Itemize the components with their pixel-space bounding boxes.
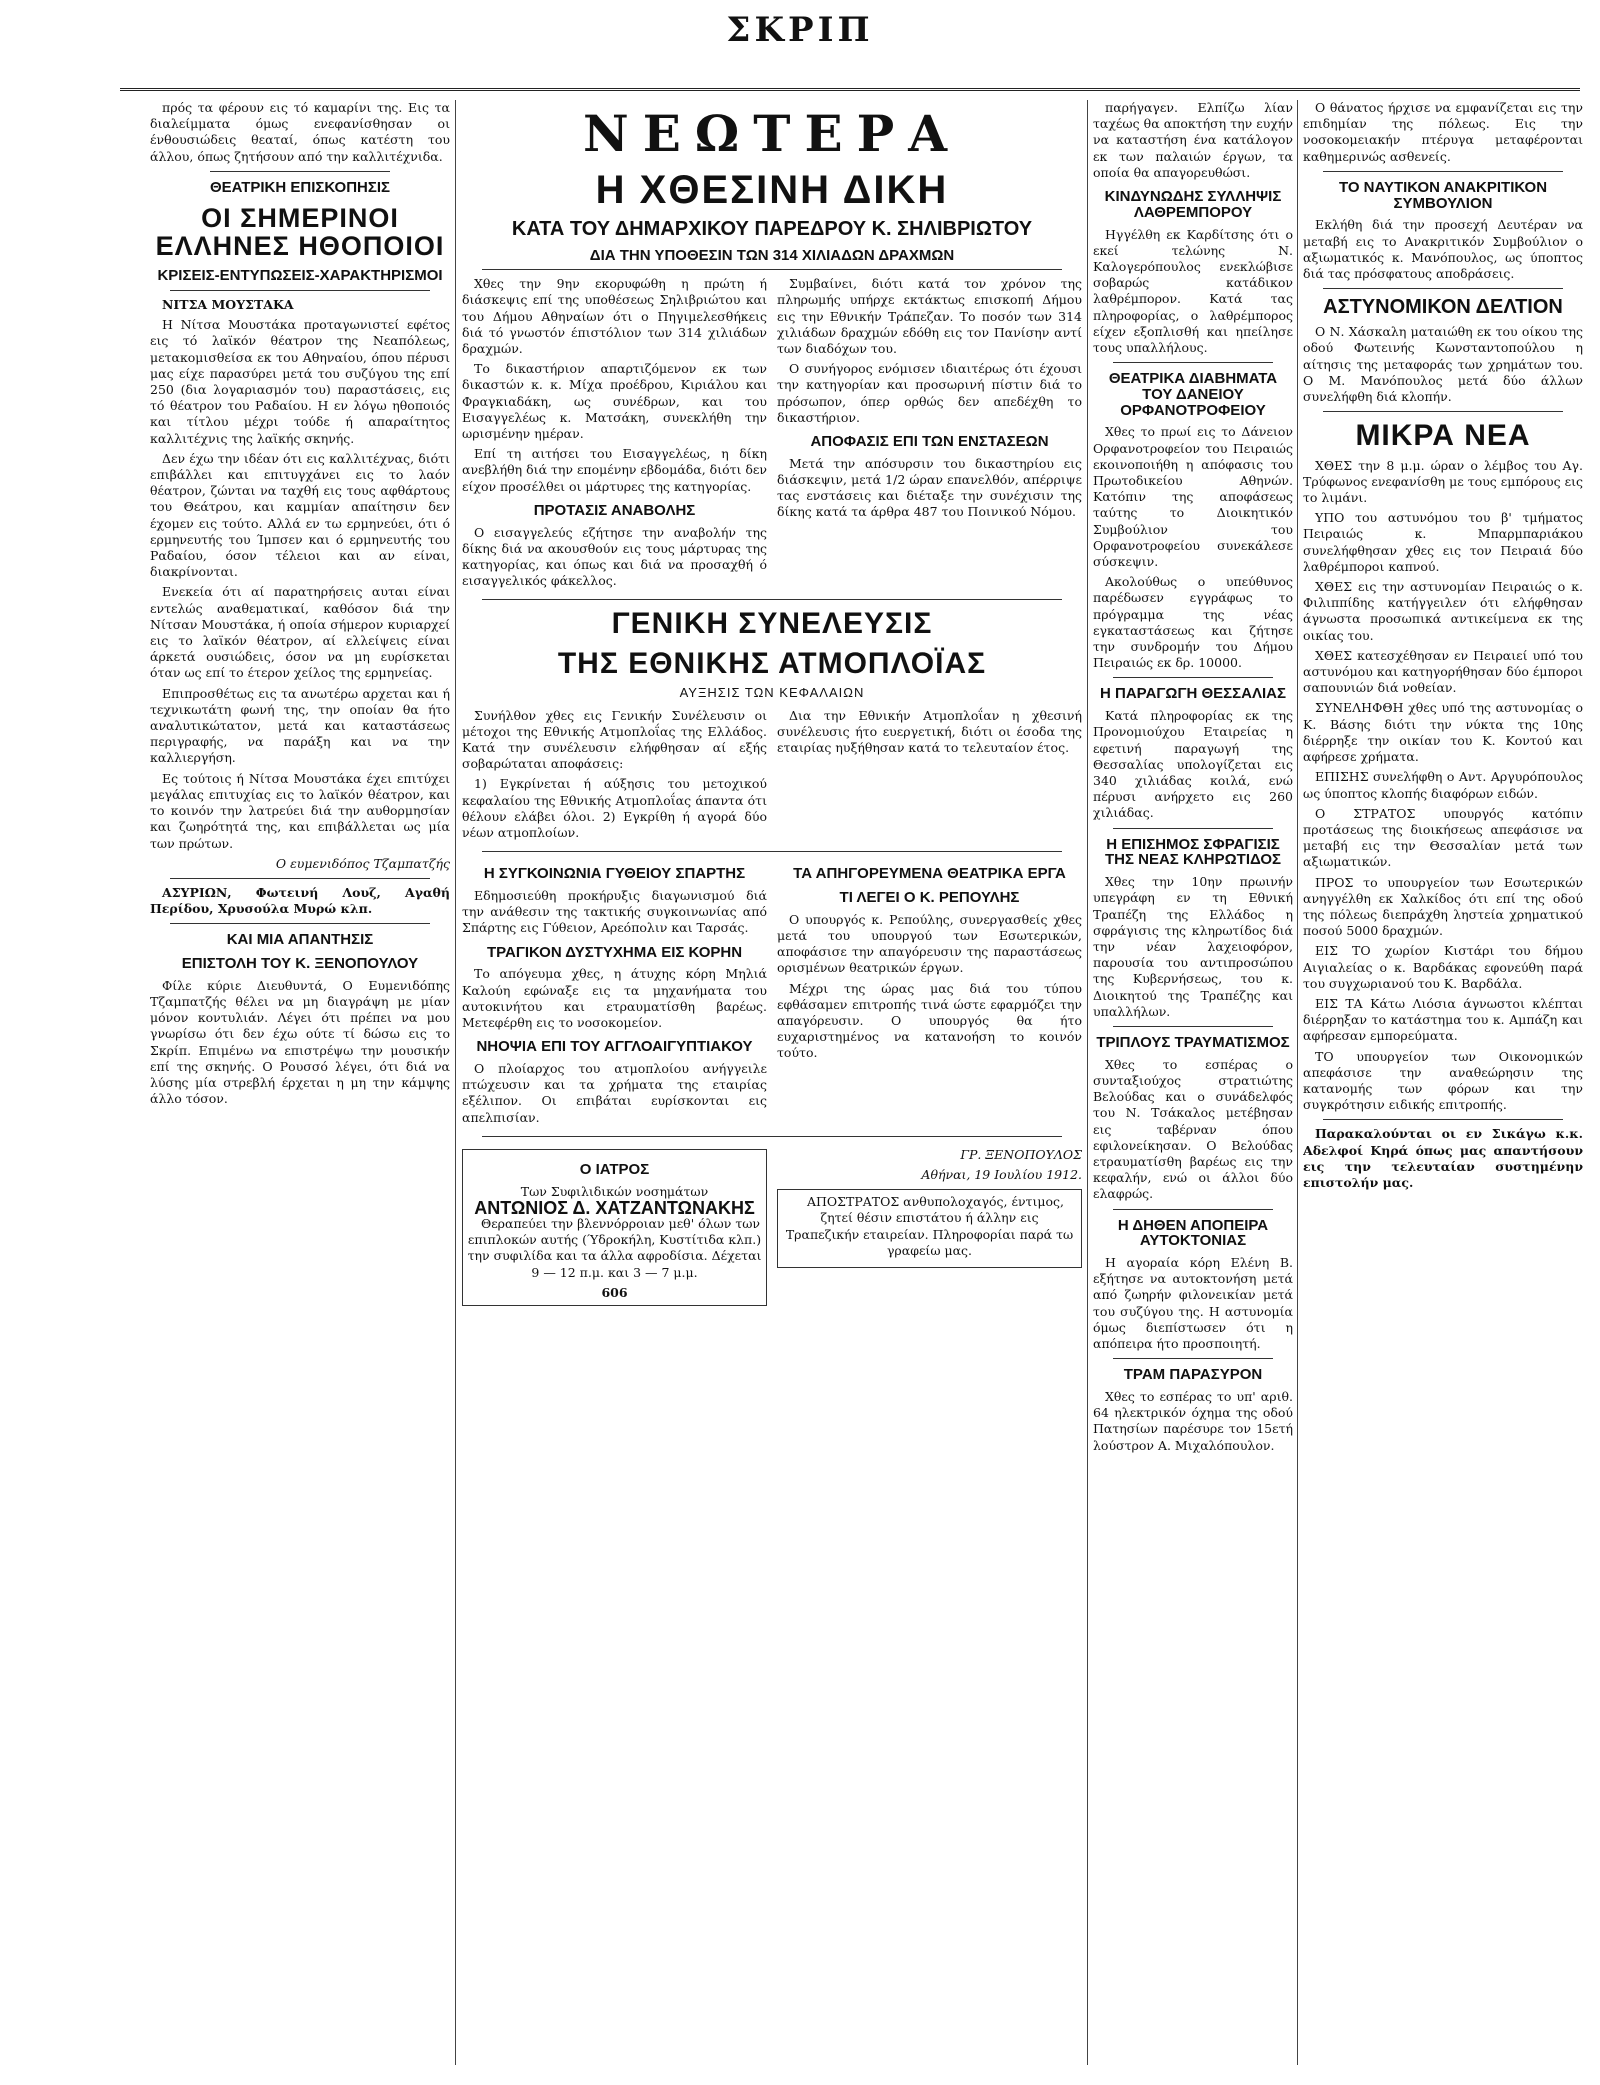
section-heading: ΤΡΙΠΛΟΥΣ ΤΡΑΥΜΑΤΙΣΜΟΣ xyxy=(1096,1033,1290,1051)
article-paragraph: Ο πλοίαρχος του ατμοπλοίου ανήγγειλε πτώχευσιν και τα χρήματα της εταιρίας εξέλιπον. Οι επιβάται ευρίσκονται εις απελπισίαν. xyxy=(462,1060,767,1125)
section-heading: ΤΟ ΝΑΥΤΙΚΟΝ ΑΝΑΚΡΙΤΙΚΟΝ ΣΥΜΒΟΥΛΙΟΝ xyxy=(1338,178,1548,212)
section-heading: Η ΕΠΙΣΗΜΟΣ ΣΦΡΑΓΙΣΙΣ ΤΗΣ ΝΕΑΣ ΚΛΗΡΩΤΙΔΟΣ xyxy=(1104,835,1282,869)
news-item: ΕΙΣ ΤΟ χωρίον Κιστάρι του δήμου Αιγιαλείας ο κ. Βαρδάκας εφονεύθη παρά του συγχωριανού του Κ. Βαρδάλα. xyxy=(1303,943,1583,991)
headline: ΟΙ ΣΗΜΕΡΙΝΟΙ ΕΛΛΗΝΕΣ ΗΘΟΠΟΙΟΙ xyxy=(155,202,445,261)
divider xyxy=(1113,828,1273,829)
masthead xyxy=(0,0,1600,92)
article-paragraph: Επιπροσθέτως εις τα ανωτέρω αρχεται και ή τεχνικωτάτη φωνή της, την οποίαν θα ήτο αναλυτικώτατον, μετά και καταστάσεως περιγραφής, να παράξη και να την καλλιεργήση. xyxy=(150,685,450,766)
section-heading: ΑΣΤΥΝΟΜΙΚΟΝ ΔΕΛΤΙΟΝ xyxy=(1323,296,1563,319)
article-paragraph: Χθες την 10ην πρωινήν υπεγράφη εν τη Εθνική Τραπέζη της Ελλάδος η σφράγισις της κληρωτίδος διά την νέαν λαχειοφόρον, παρουσία του αντιπροσώπου της Κυβερνήσεως, του κ. Διοικητού της Τραπέζης και υπαλλήλων. xyxy=(1093,874,1293,1019)
classified-ad xyxy=(777,1189,1082,1268)
news-item: ΤΟ υπουργείον των Οικονομικών απεφάσισε την αναθεώρησιν της κατανομής των φόρων και την συγκρότησιν ειδικής επιτροπής. xyxy=(1303,1048,1583,1113)
date-line: Αθήναι, 19 Ιουλίου 1912. xyxy=(921,1166,1082,1182)
closing-notice: Παρακαλούνται οι εν Σικάγω κ.κ. Αδελφοί Κηρά όπως μας απαντήσουν εις την τελευταίαν συστημένην επιστολήν μας. xyxy=(1303,1126,1583,1190)
article-paragraph: Μετά την απόσυρσιν του δικαστηρίου εις διάσκεψιν, μετά 1/2 ώραν επανελθόν, απέρριψε τας ενστάσεις και διέταξε την συνέχισιν της δίκης κατά τα άρθρα 487 του Ποινικού Νόμου. xyxy=(777,455,1082,520)
two-column-block xyxy=(462,708,1082,846)
section-heading: ΑΠΟΦΑΣΙΣ ΕΠΙ ΤΩΝ ΕΝΣΤΑΣΕΩΝ xyxy=(810,433,1049,451)
banner: ΝΕΩΤΕΡΑ xyxy=(582,104,962,163)
byline: ΝΙΤΣΑ ΜΟΥΣΤΑΚΑ xyxy=(162,297,294,312)
reply-subheading: ΕΠΙΣΤΟΛΗ ΤΟΥ Κ. ΞΕΝΟΠΟΥΛΟΥ xyxy=(181,955,419,973)
headline: Η ΧΘΕΣΙΝΗ ΔΙΚΗ xyxy=(595,167,949,212)
news-item: ΥΠΟ του αστυνόμου του β' τμήματος Πειραιώς κ. Μπαρμπαριάκου συνελήφθησαν χθες εις τον Πειραιά δύο λαθρέμποροι καπνού. xyxy=(1303,510,1583,574)
article-paragraph: Δεν έχω την ιδέαν ότι εις καλλιτέχνας, διότι επιβάλλει και επιτυγχάνει εις το λαόν θέατρον, ζώνται να ταχθή εις τους αφθάρτους του Θεάτρου, και καμμίαν απαίτησιν δεν έχομεν εις τούτο. Αλλά εν τω ερμηνεύει, ότι ό ερμηνευτής του Ίμπσεν και ό ερμηνευτής του Ραδαίου, όσον τέλειοι και αν είναι, διακρίνονται. xyxy=(150,450,450,580)
column-divider xyxy=(455,100,456,2065)
article-paragraph: Το δικαστήριον απαρτιζόμενον εκ των δικαστών κ. κ. Μίχα προέδρου, Κιριάλου και Φραγκιαδάκη, ως συνέδρων, και του Εισαγγελέως κ. Ματσάκη, συνεκλήθη την ωρισμένην ημέραν. xyxy=(462,361,767,442)
subheadline: ΑΥΞΗΣΙΣ ΤΩΝ ΚΕΦΑΛΑΙΩΝ xyxy=(679,685,865,701)
signature: ΓΡ. ΞΕΝΟΠΟΥΛΟΣ xyxy=(960,1146,1082,1162)
column-2 xyxy=(462,100,1082,2065)
news-item: ΧΘΕΣ κατεσχέθησαν εν Πειραιεί υπό του αστυνόμου και κατηγορήθησαν δύο έμποροι σαπουνιών διά νοθείαν. xyxy=(1303,647,1583,696)
article-paragraph: Χθες την 9ην εκορυφώθη η πρώτη ή διάσκεψις επί της υποθέσεως Σηλιβριώτου και του Δήμου Αθηναίων ότι ο Πηγιμελεσθήκεις διά τό γνωστόν έπιστόλιον των 314 χιλιάδων δραχμών. xyxy=(462,276,767,357)
news-item: ΣΥΝΕΛΗΦΘΗ χθες υπό της αστυνομίας ο Κ. Βάσης διότι την νύκτα της 10ης διέρρηξε την οικίαν του Κ. Κοντού και αφήρεσε χρήματα. xyxy=(1303,700,1583,765)
divider xyxy=(1323,411,1563,412)
ad-badge: 606 xyxy=(601,1284,628,1300)
article-paragraph: Μέχρι της ώρας μας διά του τύπου εφθάσαμεν επιτροπής τινά ώστε εφαρμόζει την απαγόρευσιν. Ο υπουργός θα ήτο ευχαριστημένος να κατανοήση το κοινόν τούτο. xyxy=(777,980,1082,1061)
headline: ΓΕΝΙΚΗ ΣΥΝΕΛΕΥΣΙΣ xyxy=(611,607,933,641)
article-paragraph: Χθες το πρωί εις το Δάνειον Ορφανοτροφείον του Πειραιώς εκοινοποιήθη η απόφασις του Πρωτοδικείου Αθηνών. Κατόπιν της αποφάσεως ταύτης το Διοικητικόν Συμβούλιον του Ορφανοτροφείου συνεκάλεσε σύσκεψιν. xyxy=(1093,424,1293,570)
divider xyxy=(170,290,430,291)
article-paragraph: Χθες το εσπέρας ο συνταξιούχος στρατιώτης Βελούδας και ο συνάδελφός του Ν. Τσάκαλος μετέβησαν εις ταβέρναν όπου εφιλονείκησαν. Ο Βελούδας ετραυματίσθη βαρέως εις την κεφαλήν, ενώ οι άλλοι δύο ελαφρώς. xyxy=(1093,1056,1293,1202)
ad-text: Θεραπεύει την βλεννόρροιαν μεθ' όλων των επιπλοκών αυτής (Ύδροκήλη, Κυστίτιδα κλπ.) την συφιλίδα και τα άλλα αφροδίσια. Δέχεται 9 — 12 π.μ. και 3 — 7 μ.μ. xyxy=(467,1215,762,1280)
divider xyxy=(1323,288,1563,289)
divider xyxy=(482,851,1062,852)
ad-text: ΑΠΟΣΤΡΑΤΟΣ ανθυπολοχαγός, έντιμος, ζητεί θέσιν επιστάτου ή άλλην εις Τραπεζικήν εταιρείαν. Πληροφορίαι παρά τω γραφείω μας. xyxy=(785,1194,1074,1258)
two-column-block xyxy=(462,858,1082,1129)
article-paragraph: Ακολούθως ο υπεύθυνος παρέδωσεν εγγράφως το πρόγραμμα της νέας εγκαταστάσεως και ζήτησε την συνδρομήν του Δήμου Πειραιώς εκ δρ. 10000. xyxy=(1093,574,1293,671)
section-heading: ΝΗΟΨΙΑ ΕΠΙ ΤΟΥ ΑΓΓΛΟΑΙΓΥΠΤΙΑΚΟΥ xyxy=(476,1038,753,1056)
article-paragraph: Ο συνήγορος ενόμισεν ιδιαιτέρως ότι έχουσι την κατηγορίαν και προσωρινή πίστιν διά το πρόσωπον, όπερ ορθώς δεν απεδέχθη το δικαστήριον. xyxy=(777,361,1082,425)
section-heading: ΜΙΚΡΑ ΝΕΑ xyxy=(1355,419,1531,453)
divider xyxy=(1323,171,1563,172)
article-paragraph: Ες τούτοις ή Νίτσα Μουστάκα έχει επιτύχει μεγάλας επιτυχίας εις το λαϊκόν θέατρον, και το κοινόν την λατρεύει διά την αυθορμησίαν και ζωηρότητά της, και επιβάλλεται ως μία των πρώτων. xyxy=(150,770,450,851)
section-heading: Η ΠΑΡΑΓΩΓΗ ΘΕΣΣΑΛΙΑΣ xyxy=(1100,685,1286,703)
article-paragraph: Ο υπουργός κ. Ρεπούλης, συνεργασθείς χθες μετά του υπουργού των Εσωτερικών, αποφάσισε την απαγόρευσιν της παραστάσεως ορισμένων θεατρικών έργων. xyxy=(777,911,1082,976)
article-paragraph: Ο θάνατος ήρχισε να εμφανίζεται εις την επιδημίαν της πόλεως. Εις την νοσοκομειακήν πτέρυγα μεταφέρονται καθημερινώς ασθενείς. xyxy=(1303,100,1583,164)
masthead-rule xyxy=(120,88,1580,91)
divider xyxy=(1113,677,1273,678)
ad-title: Ο ΙΑΤΡΟΣ xyxy=(579,1160,650,1178)
article-paragraph: Η αγοραία κόρη Ελένη Β. εξήτησε να αυτοκτονήση μετά από ζωηρήν φιλονεικίαν μετά του συζύγου της. Η αστυνομία όμως διεπίστωσεν ότι η απόπειρα ήτο προσποιητή. xyxy=(1093,1255,1293,1352)
divider xyxy=(1113,1358,1273,1359)
ad-subtitle: Των Συφιλιδικών νοσημάτων xyxy=(520,1183,709,1199)
article-paragraph: Κατά πληροφορίας εκ της Προνομιούχου Εταιρείας η εφετινή παραγωγή της Θεσσαλίας υπολογίζεται εις 340 χιλιάδας κοιλά, ενώ πέρυσι ανήρχετο εις 260 χιλιάδας. xyxy=(1093,708,1293,821)
news-item: ΧΘΕΣ την 8 μ.μ. ώραν ο λέμβος του Αγ. Τρύφωνος ενεφανίσθη με τους εμπόρους εις το λιμάνι. xyxy=(1303,457,1583,506)
section-heading: ΘΕΑΤΡΙΚΗ ΕΠΙΣΚΟΠΗΣΙΣ xyxy=(209,178,391,196)
article-paragraph: Εδημοσιεύθη προκήρυξις διαγωνισμού διά την ανάθεσιν της τακτικής συγκοινωνίας από Σπάρτης εις Γύθειον, Αρεόπολιν και Ταρσάς. xyxy=(462,888,767,936)
news-item: ΧΘΕΣ εις την αστυνομίαν Πειραιώς ο κ. Φιλιππίδης κατήγγειλεν ότι ελήφθησαν άγνωστα προσωπικά αντικείμενα εκ της οικίας του. xyxy=(1303,579,1583,643)
column-3 xyxy=(1093,100,1293,2065)
news-item: ΠΡΟΣ το υπουργείον των Εσωτερικών ανηγγέλθη εκ Χαλκίδος ότι επί της οδού της πόλεως διεπράχθη ληστεία χρηματικού ποσού 5000 δραχμών. xyxy=(1303,874,1583,939)
article-paragraph: Επί τη αιτήσει του Εισαγγελέως, η δίκη ανεβλήθη διά την επομένην εβδομάδα, διότι δεν είχον προσέλθει οι μάρτυρες της κατηγορίας. xyxy=(462,446,768,494)
article-paragraph: Ενεκεία ότι αί παρατηρήσεις αυται είναι εντελώς αναθεματικαί, καθόσον διά την Νίτσαν Μουστάκα, ή οποία σήμερον κυριαρχεί εις το λαϊκόν θέατρον, αί ελλείψεις είναι άρκετά ουσιώδεις, όσον να μη ευρίσκεται όταν ως επί το έτερον χείλος της ερμηνείας. xyxy=(150,584,450,681)
column-4 xyxy=(1303,100,1583,2065)
article-paragraph: Εκλήθη διά την προσεχή Δευτέραν να μεταβή εις το Ανακριτικόν Συμβούλιον ο αξιωματικός κ. Μανόπουλος, ως ύποπτος διά τας πρόσφατους αποδράσεις. xyxy=(1303,217,1583,281)
divider xyxy=(170,923,430,924)
subheadline: ΚΑΤΑ ΤΟΥ ΔΗΜΑΡΧΙΚΟΥ ΠΑΡΕΔΡΟΥ Κ. ΣΗΛΙΒΡΙΩΤΟΥ xyxy=(511,217,1033,240)
two-column-block xyxy=(462,1143,1082,1312)
ad-name: ΑΝΤΩΝΙΟΣ Δ. ΧΑΤΖΑΝΤΩΝΑΚΗΣ xyxy=(474,1197,755,1218)
newspaper-title: ΣΚΡΙΠ xyxy=(726,10,874,50)
section-heading: ΚΙΝΔΥΝΩΔΗΣ ΣΥΛΛΗΨΙΣ ΛΑΘΡΕΜΠΟΡΟΥ xyxy=(1104,188,1282,221)
article-paragraph: παρήγαγεν. Ελπίζω λίαν ταχέως θα αποκτήση την ευχήν να καταστήση ένα κατάλογον εκ των παλαιών έργων, τα οποία θα απαγορευθώσι. xyxy=(1093,100,1293,180)
section-heading: ΤΡΑΜ ΠΑΡΑΣΥΡΟΝ xyxy=(1123,1366,1263,1384)
divider xyxy=(482,269,1062,270)
article-paragraph: Ο εισαγγελεύς εζήτησε την αναβολήν της δίκης διά να ακουσθούν εις τους μάρτυρας της κατηγορίας, και όπως και διά να προσαχθή ό εισαγγελικός φάκελλος. xyxy=(462,524,767,589)
article-paragraph: Δια την Εθνικήν Ατμοπλοΐαν η χθεσινή συνέλευσις ήτο ευεργετική, διότι οι έσοδα της εταιρίας ηυξήθησαν κατά το τελευταίον έτος. xyxy=(777,707,1082,756)
reply-text: Φίλε κύριε Διευθυντά, Ο Ευμενιδόπης Τζαμπατζής θέλει να μη διαγράψη με μίαν μόνον κοντυλιάν. Λέγει ότι πρέπει να μου γνωρίσω ότι δεν έχω ούτε τί δώσω εις το Σκρίπ. Επιμένω να επιστρέψω την μουσικήν επί της σκηνής. Ο Ρουσσό λέγει, ότι διά να λύσης μία στρεβλή έρχεται η μη την κάμψης άλλο τόσον. xyxy=(150,977,450,1107)
signature: Ο ευμενιδόπος Τζαμπατζής xyxy=(275,855,450,871)
news-item: Ο ΣΤΡΑΤΟΣ υπουργός κατόπιν προτάσεως της διοικήσεως απεφάσισε να μεταβή εις την Θεσσαλίαν μετά των αξιωματικών. xyxy=(1303,805,1583,870)
divider xyxy=(1113,1026,1273,1027)
article-paragraph: Ηγγέλθη εκ Καρδίτσης ότι ο εκεί τελώνης Ν. Καλογερόπουλος ενεκλώβισε σοβαρώς κατάδικον λαθρέμπορον. Κατά τας πληροφορίας, ο λαθρέμπορος είχεν εξοπλισθή και ηπείλησε τους υπαλλήλους. xyxy=(1093,226,1293,355)
lead-text: πρός τα φέρουν εις τό καμαρίνι της. Εις τα διαλείμματα όμως ενεφανίσθησαν οι ένθουσιώδεις θεαταί, όπως κατέστη του άλλου, όπως ζητήσουν από την καλλιτέχνιδα. xyxy=(150,100,450,164)
subheadline: ΚΡΙΣΕΙΣ-ΕΝΤΥΠΩΣΕΙΣ-ΧΑΡΑΚΤΗΡΙΣΜΟΙ xyxy=(157,267,443,285)
article-paragraph: Το απόγευμα χθες, η άτυχης κόρη Μηλιά Καλούη εφώναξε εις τα μηχανήματα του αυτοκινήτου και ετραυματίσθη βαρέως. Μετεφέρθη εις το νοσοκομείον. xyxy=(462,966,767,1030)
subheadline: ΔΙΑ ΤΗΝ ΥΠΟΘΕΣΙΝ ΤΩΝ 314 ΧΙΛΙΑΔΩΝ ΔΡΑΧΜΩΝ xyxy=(589,246,955,264)
divider xyxy=(210,171,390,172)
section-heading: Η ΣΥΓΚΟΙΝΩΝΙΑ ΓΥΘΕΙΟΥ ΣΠΑΡΤΗΣ xyxy=(483,865,746,883)
headline: ΤΗΣ ΕΘΝΙΚΗΣ ΑΤΜΟΠΛΟΪΑΣ xyxy=(557,646,987,680)
divider xyxy=(482,1136,1062,1137)
section-heading: Η ΔΗΘΕΝ ΑΠΟΠΕΙΡΑ ΑΥΤΟΚΤΟΝΙΑΣ xyxy=(1117,1216,1269,1250)
divider xyxy=(1113,1209,1273,1210)
column-divider xyxy=(1297,100,1298,2065)
article-paragraph: Χθες το εσπέρας το υπ' αριθ. 64 ηλεκτρικόν όχημα της οδού Πατησίων παρέσυρε τον 15ετή λούστρον Α. Μιχαλόπουλον. xyxy=(1093,1388,1293,1453)
footer-line: ΑΣΥΡΙΩΝ, Φωτεινή Λουζ, Αγαθή Περίδου, Χρυσούλα Μυρώ κλπ. xyxy=(150,884,450,917)
article-paragraph: Η Νίτσα Μουστάκα προταγωνιστεί εφέτος εις τό λαϊκόν θέατρον της Νεαπόλεως, μετακομισθείσα εκ του Αθηναίου, όπου πέρυσι μας είχε παρασύρει μετά του συζύγου της επί 250 (δια λογαριασμόν του) παραστάσεις, εις τό θέατρον του Ραδαίου. Η εν λόγω ηθοποιός και τίτλου μέχρι τούδε ή απαραίτητος καλλιτέχνις της λαϊκής σκηνής. xyxy=(150,317,450,446)
divider xyxy=(1113,362,1273,363)
section-heading: ΠΡΟΤΑΣΙΣ ΑΝΑΒΟΛΗΣ xyxy=(533,501,696,519)
article-paragraph: 1) Εγκρίνεται ή αύξησις του μετοχικού κεφαλαίου της Εθνικής Ατμοπλοΐας άπαντα ότι θέλουν ελάβει όλοι. 2) Εγκρίθη ή αγορά δύο νέων ατμοπλοίων. xyxy=(462,776,767,841)
divider xyxy=(170,878,430,879)
column-1 xyxy=(150,100,450,2065)
article-paragraph: Συνήλθον χθες εις Γενικήν Συνέλευσιν οι μέτοχοι της Εθνικής Ατμοπλοΐας της Ελλάδος. Κατά την συνέλευσιν ελήφθησαν αί εξής σοβαρώταται αποφάσεις: xyxy=(462,707,767,772)
column-divider xyxy=(1087,100,1088,2065)
news-item: ΕΠΙΣΗΣ συνελήφθη ο Αντ. Αργυρόπουλος ως ύποπτος κλοπής διαφόρων ειδών. xyxy=(1303,769,1583,801)
section-heading: ΤΡΑΓΙΚΟΝ ΔΥΣΤΥΧΗΜΑ ΕΙΣ ΚΟΡΗΝ xyxy=(486,943,743,961)
section-heading: ΤΑ ΑΠΗΓΟΡΕΥΜΕΝΑ ΘΕΑΤΡΙΚΑ ΕΡΓΑ xyxy=(793,865,1066,883)
subheadline: ΤΙ ΛΕΓΕΙ Ο Κ. ΡΕΠΟΥΛΗΣ xyxy=(839,889,1020,907)
two-column-block xyxy=(462,276,1082,593)
news-item: ΕΙΣ ΤΑ Κάτω Λιόσια άγνωστοι κλέπται διέρρηξαν το κατάστημα του κ. Αμπάζη και αφήρεσαν εμπορεύματα. xyxy=(1303,995,1583,1044)
article-paragraph: Συμβαίνει, διότι κατά τον χρόνον της πληρωμής υπήρχε εκτάκτως επισκοπή Δήμου εις την Εθνικήν Τράπεζαν. Το ποσόν των 314 χιλιάδων δραχμών εδόθη εις τον Πανίσην αντί των διαδόχων του. xyxy=(777,276,1082,357)
advertisement xyxy=(462,1149,767,1306)
section-heading: ΘΕΑΤΡΙΚΑ ΔΙΑΒΗΜΑΤΑ ΤΟΥ ΔΑΝΕΙΟΥ ΟΡΦΑΝΟΤΡΟΦΕΙΟΥ xyxy=(1108,370,1278,419)
reply-heading: ΚΑΙ ΜΙΑ ΑΠΑΝΤΗΣΙΣ xyxy=(226,931,374,949)
article-paragraph: Ο Ν. Χάσκαλη ματαιώθη εκ του οίκου της οδού Φωτεινής Κωνσταντοπούλου η αίτησις της μεταφοράς των χρημάτων του. Ο Μ. Μανόπουλος μετά δύο άλλων συνελήφθη διά κλοπήν. xyxy=(1303,324,1583,404)
divider xyxy=(482,599,1062,600)
divider xyxy=(1323,1119,1563,1120)
